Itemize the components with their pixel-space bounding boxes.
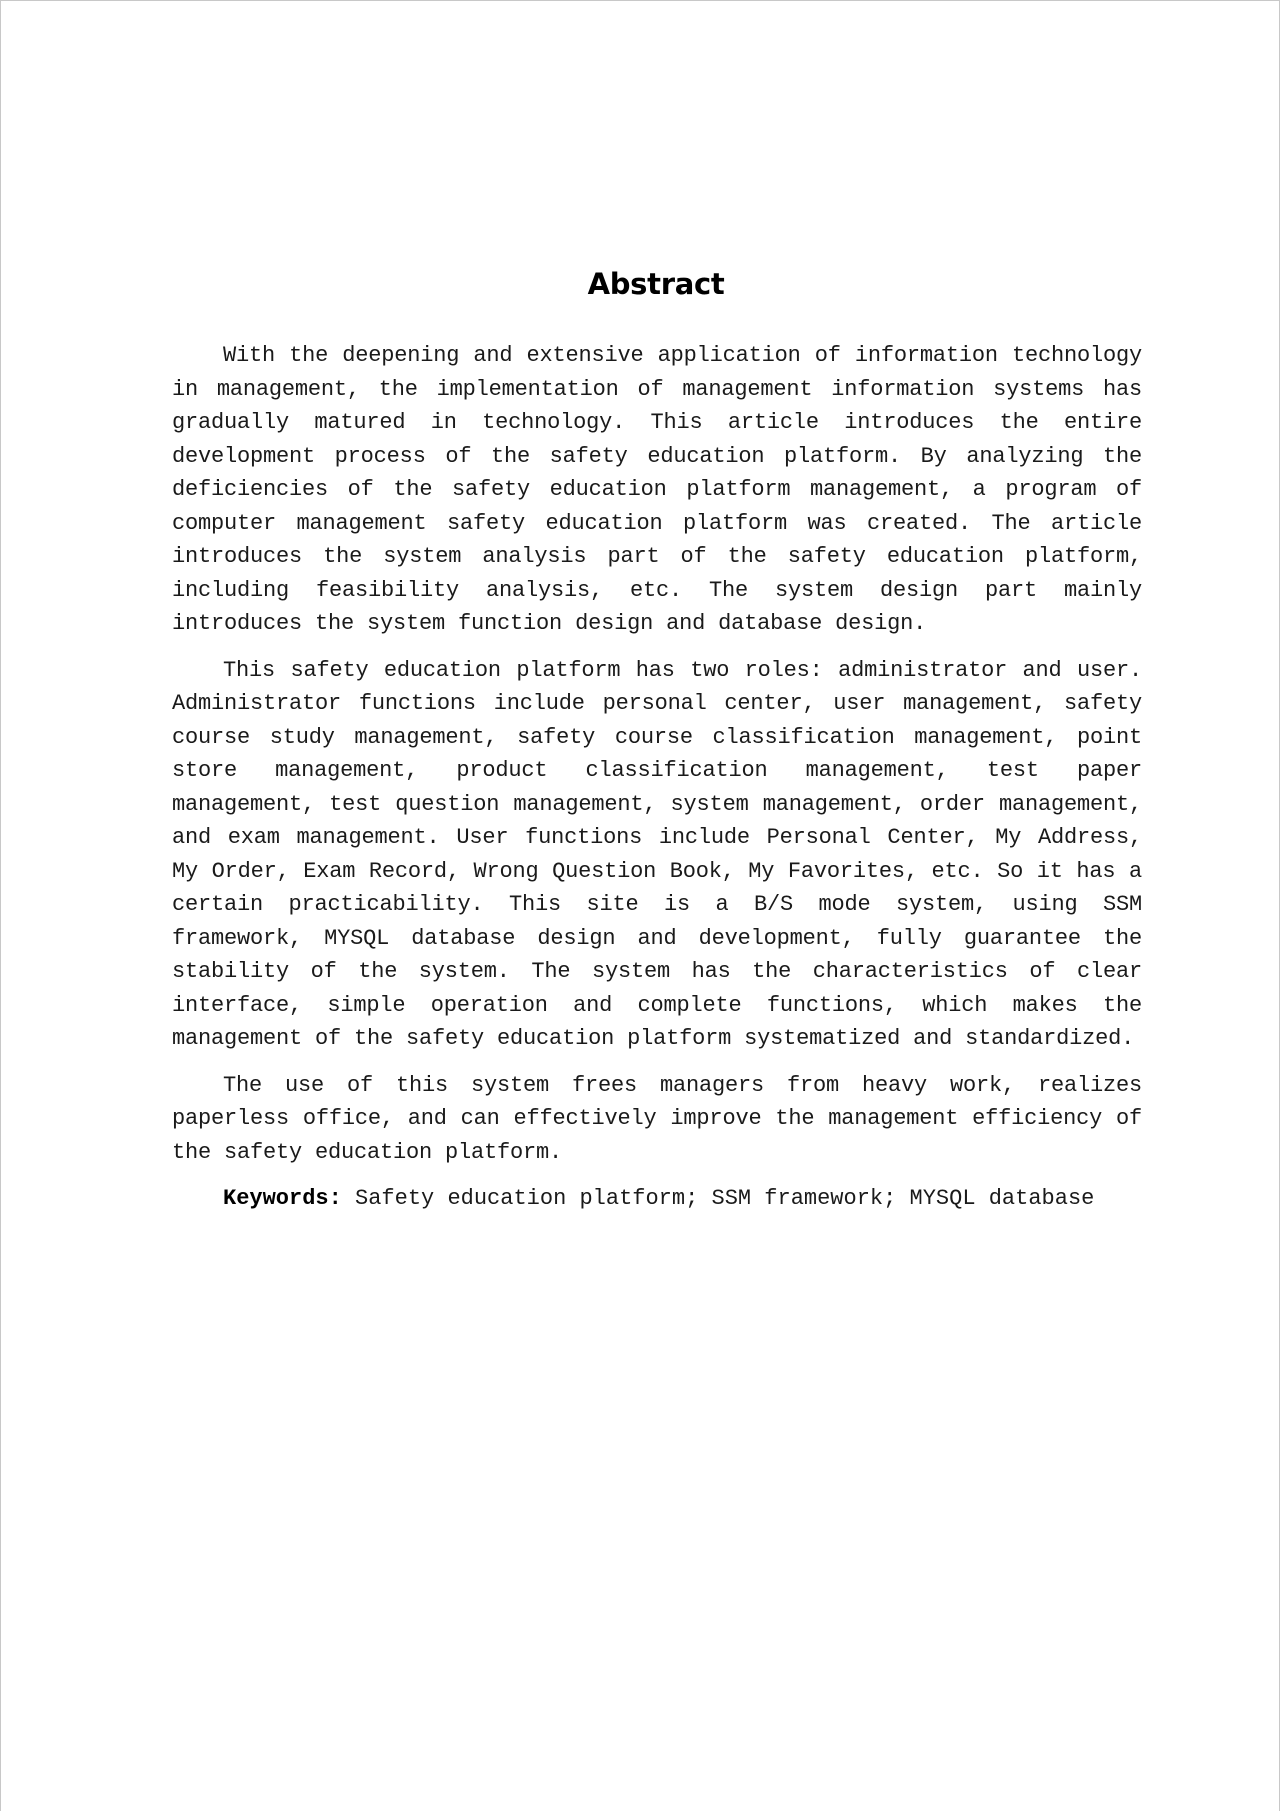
keywords-line [172,1182,1142,1216]
keywords-label: Keywords: [223,1186,342,1211]
abstract-heading: Abstract [587,267,725,301]
abstract-body [172,339,1142,1216]
paragraph-2: This safety education platform has two roles: administrator and user. Administrator functions include personal center, user management, safety course study management, safety course classification management, point store management, product classification management, test paper management, test question management, system management, order management, and exam management. User functions include Personal Center, My Address, My Order, Exam Record, Wrong Question Book, My Favorites, etc. So it has a certain practicability. This site is a B/S mode system, using SSM framework, MYSQL database design and development, fully guarantee the stability of the system. The system has the characteristics of clear interface, simple operation and complete functions, which makes the management of the safety education platform systematized and standardized. [172,657,1142,1051]
keywords-text: Safety education platform; SSM framework; MYSQL database [355,1186,1095,1211]
paragraph-3: The use of this system frees managers from heavy work, realizes paperless office, and can effectively improve the management efficiency of the safety education platform. [172,1072,1142,1165]
paragraph-1: With the deepening and extensive application of information technology in management, the implementation of management information systems has gradually matured in technology. This article introduces the entire development process of the safety education platform. By analyzing the deficiencies of the safety education platform management, a program of computer management safety education platform was created. The article introduces the system analysis part of the safety education platform, including feasibility analysis, etc. The system design part mainly introduces the system function design and database design. [172,343,1142,636]
